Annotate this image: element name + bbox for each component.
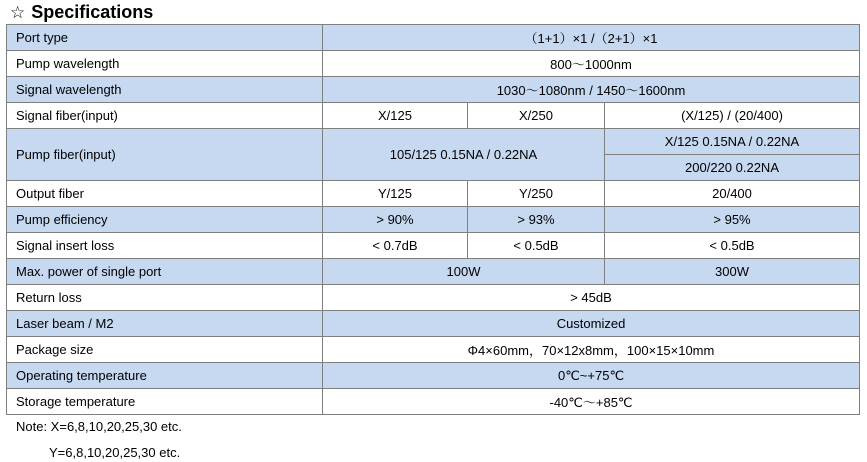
label-pump-efficiency: Pump efficiency (7, 207, 323, 233)
label-storage-temperature: Storage temperature (7, 389, 323, 415)
value-signal-insert-loss-2: < 0.5dB (468, 233, 605, 259)
value-signal-insert-loss-1: < 0.7dB (323, 233, 468, 259)
note-x-values: Note: X=6,8,10,20,25,30 etc. (16, 419, 182, 434)
star-outline-icon: ☆ (10, 3, 26, 23)
row-pump-efficiency (7, 207, 860, 233)
row-output-fiber (7, 181, 860, 207)
value-storage-temperature: -40℃～+85℃ (323, 389, 860, 415)
label-signal-wavelength: Signal wavelength (7, 77, 323, 103)
label-output-fiber: Output fiber (7, 181, 323, 207)
specifications-table (6, 24, 860, 415)
value-return-loss: > 45dB (323, 285, 860, 311)
label-package-size: Package size (7, 337, 323, 363)
row-pump-fiber (7, 129, 860, 155)
specifications-heading (10, 1, 153, 23)
value-laser-beam: Customized (323, 311, 860, 337)
value-signal-fiber-1: X/125 (323, 103, 468, 129)
heading-text: Specifications (31, 2, 154, 22)
value-signal-fiber-3: (X/125) / (20/400) (605, 103, 860, 129)
value-pump-fiber-3a: X/125 0.15NA / 0.22NA (605, 129, 860, 155)
row-storage-temperature (7, 389, 860, 415)
row-signal-fiber (7, 103, 860, 129)
note-y-values: Y=6,8,10,20,25,30 etc. (49, 445, 181, 460)
value-pump-fiber-12: 105/125 0.15NA / 0.22NA (323, 129, 605, 181)
label-signal-fiber: Signal fiber(input) (7, 103, 323, 129)
label-port-type: Port type (7, 25, 323, 51)
row-max-power (7, 259, 860, 285)
value-operating-temperature: 0℃~+75℃ (323, 363, 860, 389)
row-signal-insert-loss (7, 233, 860, 259)
value-max-power-12: 100W (323, 259, 605, 285)
value-max-power-3: 300W (605, 259, 860, 285)
value-port-type: （1+1）×1 /（2+1）×1 (323, 25, 860, 51)
label-max-power: Max. power of single port (7, 259, 323, 285)
value-package-size: Φ4×60mm，70×12x8mm，100×15×10mm (323, 337, 860, 363)
row-pump-wavelength (7, 51, 860, 77)
label-signal-insert-loss: Signal insert loss (7, 233, 323, 259)
value-pump-fiber-3b: 200/220 0.22NA (605, 155, 860, 181)
row-operating-temperature (7, 363, 860, 389)
label-return-loss: Return loss (7, 285, 323, 311)
value-signal-insert-loss-3: < 0.5dB (605, 233, 860, 259)
value-pump-efficiency-3: > 95% (605, 207, 860, 233)
row-port-type (7, 25, 860, 51)
label-operating-temperature: Operating temperature (7, 363, 323, 389)
row-return-loss (7, 285, 860, 311)
value-output-fiber-3: 20/400 (605, 181, 860, 207)
value-pump-efficiency-2: > 93% (468, 207, 605, 233)
label-pump-fiber: Pump fiber(input) (7, 129, 323, 181)
value-pump-efficiency-1: > 90% (323, 207, 468, 233)
row-signal-wavelength (7, 77, 860, 103)
value-output-fiber-1: Y/125 (323, 181, 468, 207)
value-pump-wavelength: 800～1000nm (323, 51, 860, 77)
row-laser-beam (7, 311, 860, 337)
label-pump-wavelength: Pump wavelength (7, 51, 323, 77)
row-package-size (7, 337, 860, 363)
label-laser-beam: Laser beam / M2 (7, 311, 323, 337)
value-output-fiber-2: Y/250 (468, 181, 605, 207)
value-signal-fiber-2: X/250 (468, 103, 605, 129)
value-signal-wavelength: 1030～1080nm / 1450～1600nm (323, 77, 860, 103)
